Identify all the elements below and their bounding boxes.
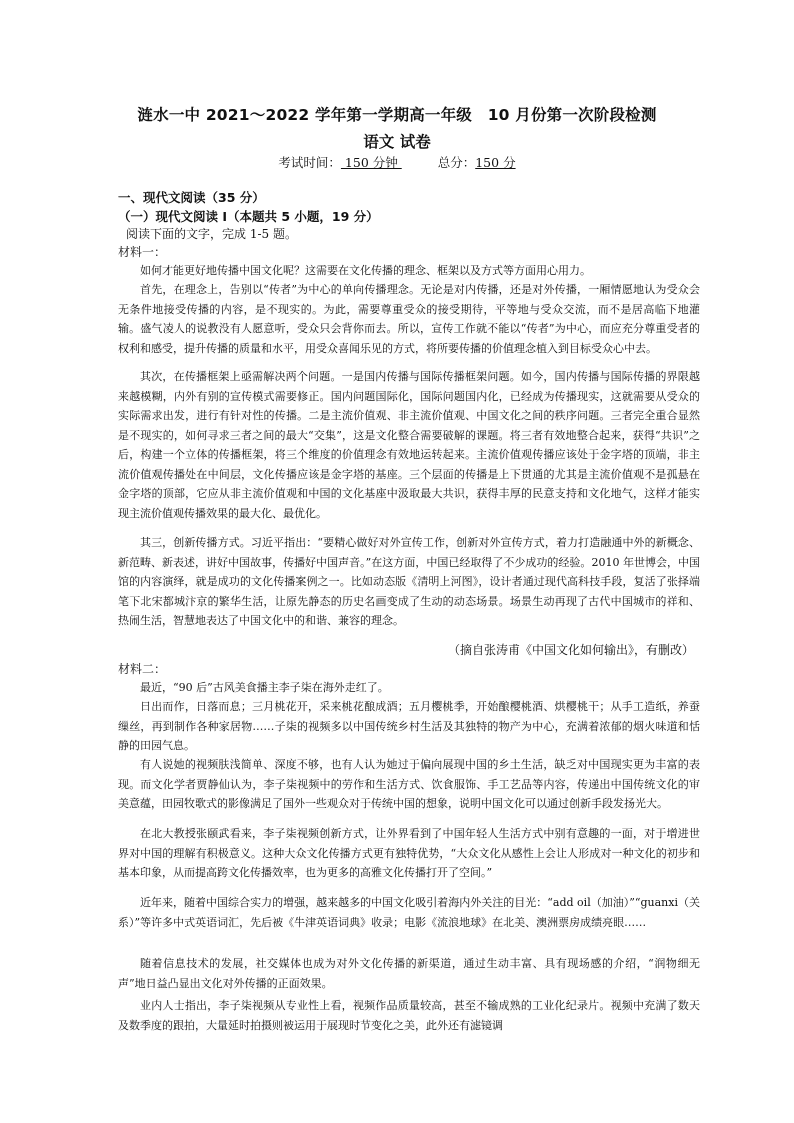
score-value: 150 分 — [475, 155, 516, 170]
section-title: 一、现代文阅读（35 分） — [118, 190, 265, 205]
paragraph: 随着信息技术的发展，社交媒体也成为对外文化传播的新渠道，通过生动丰富、具有现场感的介绍，“润物细无声”地日益凸显出文化对外传播的正面效果。 — [118, 957, 700, 990]
time-value: 150 分钟 — [340, 155, 402, 170]
subsection-title: （一）现代文阅读 I（本题共 5 小题，19 分） — [118, 209, 379, 224]
paragraph: 近年来，随着中国综合实力的增强，越来越多的中国文化吸引着海内外关注的目光：“add oil（加油）”“guanxi（关系）”等许多中式英语词汇，先后被《牛津英语词典》收录；电影《流浪地球》在北美、澳洲票房成绩亮眼…… — [118, 896, 700, 929]
paragraph: 最近，“90 后”古风美食播主李子柒在海外走红了。 — [140, 681, 389, 694]
paragraph: 在北大教授张颐武看来，李子柒视频创新方式，让外界看到了中国年轻人生活方式中别有意趣的一面，对于增进世界对中国的理解有积极意义。这种大众文化传播方式更有独特优势，“大众文化从感性上会让人形成对一种文化的初步和基本印象，从而提高跨文化传播效率，也为更多的高雅文化传播打开了空间。” — [118, 827, 700, 879]
exam-subtitle: 语文 试卷 — [363, 133, 431, 151]
score-label: 总分： — [437, 155, 476, 170]
material1-label: 材料一： — [118, 245, 167, 259]
paragraph: 其次，在传播框架上亟需解决两个问题。一是国内传播与国际传播框架问题。如今，国内传播与国际传播的界限越来越模糊，内外有别的宣传模式需要修正。国内问题国际化，国际问题国内化，已经成为传播现实，这就需要从受众的实际需求出发，进行有针对性的传播。二是主流价值观、非主流价值观、中国文化之间的秩序问题。三者完全重合显然是不现实的，如何寻求三者之间的最大“交集”，这是文化整合需要破解的课题。将三者有效地整合起来，获得“共识”之后，构建一个立体的传播框架，将三个维度的价值理念有效地运转起来。主流价值观传播应该处于金字塔的顶端，非主流价值观传播处在中间层，文化传播应该是金字塔的基座。三个层面的传播是上下贯通的尤其是主流价值观不是孤悬在金字塔的顶部，它应从非主流价值观和中国的文化基座中汲取最大共识，获得丰厚的民意支持和文化地气，这样才能实现主流价值观传播效果的最大化、最优化。 — [118, 370, 700, 520]
paragraph: 首先，在理念上，告别以“传者”为中心的单向传播理念。无论是对内传播，还是对外传播，一厢情愿地认为受众会无条件地接受传播的内容，是不现实的。为此，需要尊重受众的接受期待，平等地与受众交流，而不是居高临下地灌输。盛气凌人的说教没有人愿意听，受众只会背你而去。所以，宣传工作就不能以“传者”为中心，而应充分尊重受者的权利和感受，提升传播的质量和水平，用受众喜闻乐见的方式，将所要传播的价值理念植入到目标受众心中去。 — [118, 283, 700, 355]
paragraph: 其三，创新传播方式。习近平指出：“要精心做好对外宣传工作，创新对外宣传方式，着力打造融通中外的新概念、新范畴、新表述，讲好中国故事，传播好中国声音。”在这方面，中国已经取得了不少成功的经验。2010 年世博会，中国馆的内容演绎，就是成功的文化传播案例之一。比如动态版《清明上河图》，设计者通过现代高科技手段，复活了张择端笔下北宋都城汴京的繁华生活，让原先静态的历史名画变成了生动的动态场景。场景生动再现了古代中国城市的祥和、热闹生活，智慧地表达了中国文化中的和谐、兼容的理念。 — [118, 536, 700, 627]
material2-label: 材料二： — [118, 662, 167, 676]
exam-meta — [0, 153, 794, 171]
paragraph: 日出而作，日落而息；三月桃花开，采来桃花酿成酒；五月樱桃季，开始酿樱桃酒、烘樱桃干；从手工造纸，养蚕缫丝，再到制作各种家居物……子柒的视频多以中国传统乡村生活及其独特的物产为中心，充满着浓郁的烟火味道和恬静的田园气息。 — [118, 700, 700, 752]
exam-title: 涟水一中 2021～2022 学年第一学期高一年级 10 月份第一次阶段检测 — [137, 106, 657, 124]
paragraph: 如何才能更好地传播中国文化呢？这需要在文化传播的理念、框架以及方式等方面用心用力。 — [140, 264, 591, 277]
time-label: 考试时间： — [278, 155, 341, 170]
paragraph: 业内人士指出，李子柒视频从专业性上看，视频作品质量较高，甚至不输成熟的工业化纪录片。视频中充满了数天及数季度的跟拍，大量延时拍摄则被运用于展现时节变化之美，此外还有滤镜调 — [118, 999, 700, 1032]
instruction-text: 阅读下面的文字，完成 1-5 题。 — [126, 227, 297, 241]
paragraph: 有人说她的视频肤浅简单、深度不够，也有人认为她过于偏向展现中国的乡土生活，缺乏对中国现实更为丰富的表现。而文化学者贾静仙认为，李子柒视频中的劳作和生活方式、饮食服饰、手工艺品等内容，传递出中国传统文化的审美意蕴，田园牧歌式的影像满足了国外一些观众对于传统中国的想象，说明中国文化可以通过创新手段发扬光大。 — [118, 758, 700, 810]
material1-source: （摘自张涛甫《中国文化如何输出》，有删改） — [447, 643, 694, 657]
